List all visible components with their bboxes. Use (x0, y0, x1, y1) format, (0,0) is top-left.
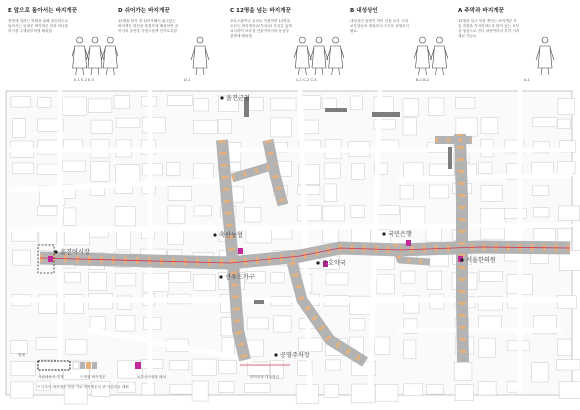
legend-item-label: 바닥포장 대상범위 (250, 375, 279, 379)
panel-title: C 12명을 넘는 바지게꾼 (230, 8, 291, 14)
legend-item-label: 사업대상지 경계 (38, 375, 64, 379)
label-seoul-clinic: 서울한의원 (466, 257, 496, 264)
panel-description: 12명을 남기 전 쉬어가해서 쉬고있는 바지게꾼 화선을 풍경부에 배치하여 골목가리 골선을 가연스럽게 인지토록함 (118, 19, 179, 33)
panel-description: 12명을 넘고 목을 축이는 바지게꾼 모습 전원을 가지런하도록 많이 있는 보부상 형상으로 전다 대중이미지 부각 시켜계로 가능토 (458, 19, 520, 38)
location-marker (213, 233, 216, 236)
figure-labels: E-1 E-2 E-3 (74, 78, 94, 82)
panel-description: 포토스팟이나 골선로 이용하여 12명을 오르는 바지게꾼(보부상)의 사실감 있게 묘사하여 보부상 인물이야기의 동상부 광장에 배치함 (230, 19, 292, 38)
label-uljin-police: 울진군청 (226, 95, 250, 102)
label-livestock: 축산농협 (219, 232, 243, 239)
figure-labels: B-1 B-2 (416, 78, 430, 82)
location-marker (54, 250, 57, 253)
panel-description: 내성상인 물양이 아이 인물 묘사 시대 보부상들의 재복과 도구모음 상세묘사 필요. (350, 19, 409, 33)
location-marker (220, 96, 223, 99)
legend-note: * 디자인 바지게꾼 연관 가로 바지게꾼의 중 사업지로 계획 (38, 385, 129, 389)
location-marker (219, 275, 222, 278)
legend-item-label: 도색형 바지게꾼 (80, 375, 106, 379)
label-uljin-market: 울진어시장 (60, 249, 90, 256)
location-marker (274, 353, 277, 356)
panel-title: B 내성상인 (350, 8, 378, 14)
location-marker (316, 261, 319, 264)
legend-title: 범례 (18, 353, 25, 357)
figure-labels: C-1 C-2 C-3 (296, 78, 317, 82)
location-marker (382, 232, 385, 235)
panel-title: A 주막과 바지게꾼 (458, 8, 505, 14)
label-sunwoo: 선우드가구 (225, 274, 255, 281)
legend-item-label: 보부상조형물 배치 (137, 375, 166, 379)
panel-description: 전망에 걸려는 역할을 위해 골인의도로 돌아서는 동네꾼 바지게꾼 안과 아나를 아시장 주재광부착에 배치함 (8, 19, 69, 33)
label-parking: 공영주차장 (280, 352, 310, 359)
legend-swatch-boundary (38, 361, 70, 370)
figure-labels: D-1 (184, 78, 191, 82)
panel-title: E 앞으로 돌아서는 바지게꾼 (8, 8, 78, 14)
label-jongho: 종호약국 (322, 260, 346, 267)
figure-labels: A-1 (524, 78, 530, 82)
label-national-bank: 국민은행 (388, 231, 412, 238)
location-marker (460, 258, 463, 261)
panel-title: D 쉬어가는 바지게꾼 (118, 8, 170, 14)
